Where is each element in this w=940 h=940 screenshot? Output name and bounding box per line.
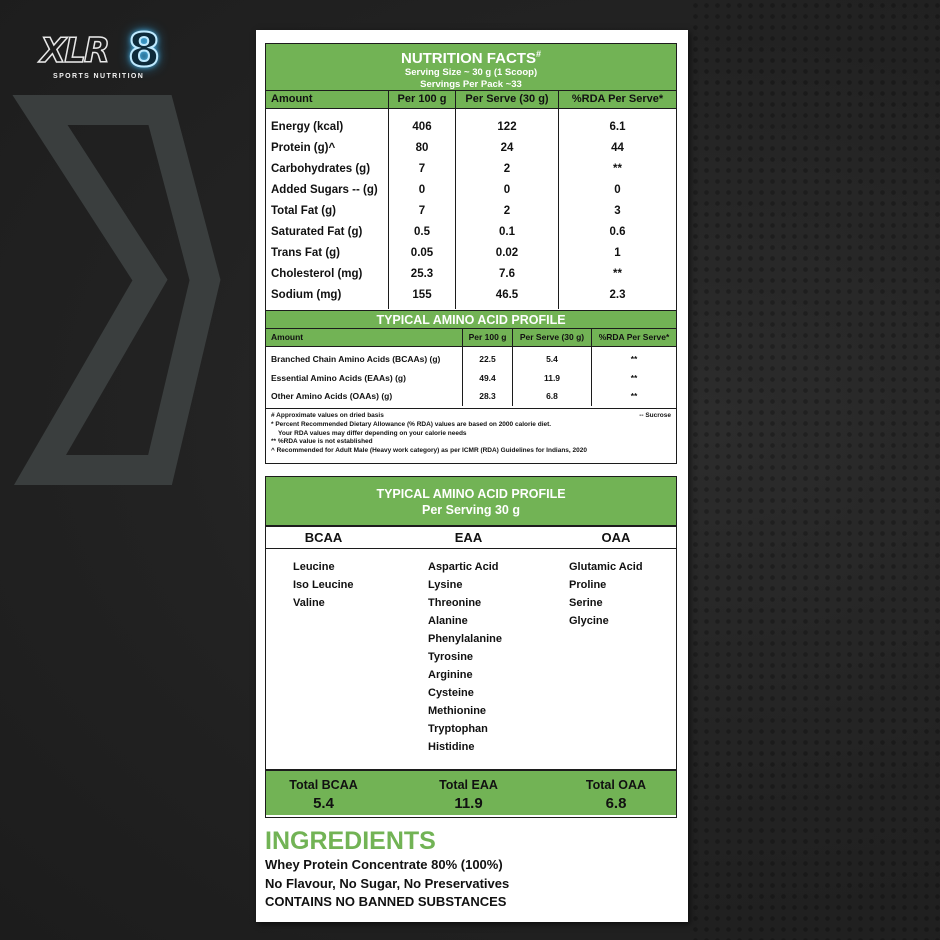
nutrition-facts-table [265, 43, 677, 311]
list-item: Phenylalanine [428, 633, 502, 645]
amino-per-100g: 22.5 [479, 354, 496, 364]
label-panel [256, 30, 688, 922]
list-item: Iso Leucine [293, 579, 354, 591]
ingredient-line: Whey Protein Concentrate 80% (100%) [265, 857, 503, 872]
amino-per-serve: 11.9 [543, 372, 561, 383]
col-per-serve: Per Serve (30 g) [512, 329, 591, 346]
nutrient-name: Saturated Fat (g) [271, 226, 363, 238]
nutrition-facts-title: NUTRITION FACTS# [400, 49, 541, 67]
nutrient-name: Trans Fat (g) [271, 247, 341, 259]
col-bcaa: BCAA [304, 530, 343, 545]
col-rda: %RDA Per Serve* [591, 329, 676, 346]
background-texture [690, 0, 940, 940]
oaa-list [569, 558, 676, 769]
value-per-100g: 0 [418, 184, 426, 196]
list-item: Aspartic Acid [428, 561, 499, 573]
value-rda: 2.3 [609, 289, 626, 301]
value-per-serve: 24 [500, 142, 514, 154]
col-oaa: OAA [601, 530, 631, 545]
logo-digit: 8 [128, 23, 161, 77]
list-item: Alanine [428, 615, 468, 627]
servings-per-pack: Servings Per Pack ~33 [420, 79, 522, 90]
value-per-serve: 7.6 [499, 268, 515, 280]
amino-column-headers [266, 329, 676, 347]
nutrient-name: Energy (kcal) [271, 121, 344, 133]
nutrition-facts-header [266, 44, 676, 91]
footnote: ^ Recommended for Adult Male (Heavy work category) as per ICMR (RDA) Guidelines for Indians, 2020 [271, 447, 587, 455]
nutrition-column-headers [266, 91, 676, 109]
nutrient-name: Cholesterol (mg) [271, 268, 363, 280]
ingredient-line: CONTAINS NO BANNED SUBSTANCES [265, 894, 507, 909]
list-item: Lysine [428, 579, 463, 591]
footnote: Your RDA values may differ depending on your calorie needs [278, 429, 467, 437]
chevron-decoration-icon [0, 90, 260, 510]
ingredients-title: INGREDIENTS [265, 827, 436, 855]
value-rda: 1 [614, 247, 621, 259]
list-item: Methionine [428, 705, 487, 717]
sucrose-note: -- Sucrose [639, 412, 671, 419]
value-per-100g: 406 [412, 121, 432, 133]
value-per-serve: 2 [503, 205, 511, 217]
value-per-serve: 0.1 [499, 226, 515, 238]
value-per-100g: 80 [415, 142, 429, 154]
value-per-serve: 2 [503, 163, 511, 175]
total-eaa: Total EAA 11.9 [439, 778, 498, 812]
amino-per-serve: 5.4 [546, 354, 558, 364]
list-item: Serine [569, 597, 603, 609]
list-item: Glycine [569, 615, 609, 627]
value-per-serve: 46.5 [495, 289, 519, 301]
amino-rda: ** [630, 354, 638, 364]
amino-name: Essential Amino Acids (EAAs) (g) [271, 372, 406, 383]
list-item: Proline [569, 579, 607, 591]
list-item: Threonine [428, 597, 482, 609]
value-per-100g: 155 [412, 289, 432, 301]
total-oaa: Total OAA 6.8 [585, 778, 647, 812]
bcaa-list [266, 558, 428, 769]
amino-profile-box [265, 476, 677, 818]
nutrient-name: Sodium (mg) [271, 289, 342, 301]
profile-lists [266, 549, 676, 769]
footnote: ** %RDA value is not established [271, 438, 373, 446]
value-per-100g: 0.05 [410, 247, 434, 259]
list-item: Leucine [293, 561, 335, 573]
nutrient-name: Protein (g)^ [271, 142, 336, 154]
col-amount: Amount [271, 93, 313, 105]
value-rda: 44 [611, 142, 624, 154]
amino-per-serve: 6.8 [546, 391, 558, 401]
value-per-serve: 0 [503, 184, 511, 196]
list-item: Glutamic Acid [569, 561, 643, 573]
value-rda: 0 [614, 184, 621, 196]
profile-subtitle: Per Serving 30 g [422, 503, 520, 517]
nutrient-name: Added Sugars -- (g) [271, 184, 378, 196]
nutrient-name: Total Fat (g) [271, 205, 336, 217]
logo-tagline: SPORTS NUTRITION [53, 73, 145, 80]
list-item: Arginine [428, 669, 473, 681]
amino-rda: ** [630, 391, 638, 401]
amino-name: Branched Chain Amino Acids (BCAAs) (g) [271, 354, 441, 364]
logo-wordmark: XLR [40, 31, 109, 71]
list-item: Tryptophan [428, 723, 488, 735]
value-per-serve: 0.02 [495, 247, 519, 259]
profile-title: TYPICAL AMINO ACID PROFILE [376, 487, 566, 501]
list-item: Tyrosine [428, 651, 474, 663]
col-rda: %RDA Per Serve* [558, 91, 676, 108]
value-rda: 3 [614, 205, 621, 217]
footnote: # Approximate values on dried basis [271, 412, 384, 419]
footnotes [265, 409, 677, 464]
col-eaa: EAA [454, 530, 483, 545]
value-per-100g: 7 [418, 205, 426, 217]
amino-name: Other Amino Acids (OAAs) (g) [271, 391, 393, 401]
nutrition-rows [266, 109, 676, 309]
value-per-100g: 25.3 [410, 268, 434, 280]
serving-size: Serving Size ~ 30 g (1 Scoop) [404, 67, 538, 78]
amino-rows [266, 347, 676, 406]
value-per-100g: 7 [418, 163, 426, 175]
col-amount: Amount [271, 332, 304, 342]
value-rda: ** [613, 268, 622, 280]
nutrient-name: Carbohydrates (g) [271, 163, 371, 175]
eaa-list [428, 558, 569, 769]
value-rda: 0.6 [609, 226, 626, 238]
list-item: Histidine [428, 741, 475, 753]
amino-acid-table [265, 311, 677, 409]
profile-header [266, 477, 676, 527]
amino-table-title: TYPICAL AMINO ACID PROFILE [266, 311, 676, 329]
ingredients-section [265, 826, 509, 912]
profile-totals [266, 769, 676, 815]
total-bcaa: Total BCAA 5.4 [289, 778, 358, 812]
col-per-100g: Per 100 g [462, 329, 512, 346]
value-rda: ** [613, 163, 622, 175]
value-per-100g: 0.5 [414, 226, 430, 238]
amino-rda: ** [630, 372, 638, 383]
ingredient-line: No Flavour, No Sugar, No Preservatives [265, 875, 510, 891]
value-per-serve: 122 [497, 121, 517, 133]
value-rda: 6.1 [609, 121, 626, 133]
amino-per-100g: 28.3 [479, 391, 496, 401]
list-item: Cysteine [428, 687, 474, 699]
col-per-100g: Per 100 g [388, 91, 455, 108]
footnote: * Percent Recommended Dietary Allowance (% RDA) values are based on 2000 calorie diet. [271, 420, 552, 428]
amino-per-100g: 49.4 [479, 372, 496, 383]
profile-column-headers [266, 527, 676, 549]
list-item: Valine [293, 597, 325, 609]
brand-logo [30, 25, 180, 90]
col-per-serve: Per Serve (30 g) [455, 91, 558, 108]
